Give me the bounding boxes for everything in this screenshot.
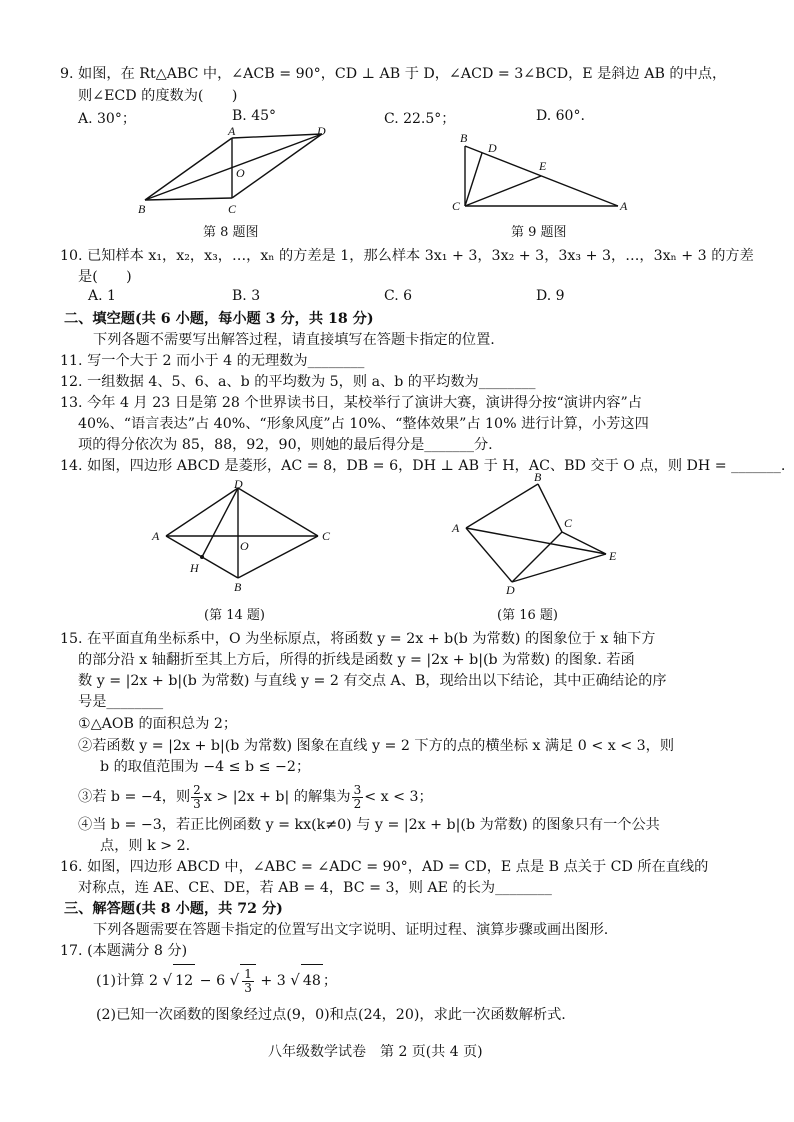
figure-8 — [130, 120, 350, 224]
q13-line3: 项的得分依次为 85，88，92，90，则她的最后得分是_______分. — [78, 437, 493, 453]
q10-option-a: A. 1 — [88, 288, 116, 304]
q9-option-a: A. 30°； — [78, 111, 136, 127]
q14: 14. 如图，四边形 ABCD 是菱形，AC = 8，DB = 6，DH ⊥ AB 于 H，AC、BD 交于 O 点，则 DH = _______. — [60, 458, 786, 474]
q15-conclusion-4a: ④当 b = −3，若正比例函数 y = kx(k≠0) 与 y = |2x + b|(b 为常数) 的图象只有一个公共 — [78, 817, 660, 833]
q17-p1-end: ； — [322, 973, 338, 989]
q15-line3: 数 y = |2x + b|(b 为常数) 与直线 y = 2 有交点 A、B，现给出以下结论，其中正确结论的序 — [78, 673, 667, 689]
q17-radicand-12: 12 — [173, 964, 195, 997]
q16-line1: 16. 如图，四边形 ABCD 中，∠ABC = ∠ADC = 90°，AD = CD，E 点是 B 点关于 CD 所在直线的 — [60, 859, 709, 875]
q15-conclusion-2a: ②若函数 y = |2x + b|(b 为常数) 图象在直线 y = 2 下方的点的横坐标 x 满足 0 < x < 3，则 — [78, 738, 675, 754]
fig14-label-a: A — [152, 529, 160, 543]
fig9-label-b: B — [460, 131, 468, 145]
q17-head: 17. (本题满分 8 分) — [60, 943, 188, 959]
fig9-caption: 第 9 题图 — [511, 225, 567, 240]
section3-title: 三、解答题(共 8 小题，共 72 分) — [64, 901, 283, 917]
fig14-caption: (第 14 题) — [204, 608, 265, 623]
fig16-label-e: E — [609, 549, 617, 563]
q16-line2: 对称点，连 AE、CE、DE，若 AB = 4，BC = 3，则 AE 的长为________ — [78, 880, 552, 896]
fig16-label-b: B — [534, 470, 542, 484]
frac-denominator: 3 — [193, 796, 201, 811]
q9-line2: 则∠ECD 的度数为( ) — [78, 88, 238, 104]
fig16-caption: (第 16 题) — [497, 608, 558, 623]
q15-line1: 15. 在平面直角坐标系中，O 为坐标原点，将函数 y = 2x + b(b 为常数) 的图象位于 x 轴下方 — [60, 631, 656, 647]
fig9-label-e: E — [539, 159, 547, 173]
q13-line1: 13. 今年 4 月 23 日是第 28 个世界读书日，某校举行了演讲大赛，演讲得分按“演讲内容”占 — [60, 395, 642, 411]
fig8-label-b: B — [138, 202, 146, 216]
q9-option-d: D. 60°. — [536, 108, 585, 124]
figure-16 — [444, 470, 634, 604]
q13-line2: 40%、“语言表达”占 40%、“形象风度”占 10%、“整体效果”占 10% 进行计算，小芳这四 — [78, 416, 649, 432]
frac-numerator: 3 — [353, 782, 362, 797]
sqrt-symbol: √ — [229, 971, 240, 989]
fig14-label-d: D — [234, 478, 243, 491]
q10-option-b: B. 3 — [232, 288, 261, 304]
q10-option-d: D. 9 — [536, 288, 565, 304]
fig9-label-d: D — [488, 141, 497, 155]
q9-line1: 9. 如图，在 Rt△ABC 中，∠ACB = 90°，CD ⊥ AB 于 D，∠ACD = 3∠BCD，E 是斜边 AB 的中点， — [60, 66, 727, 82]
fig8-caption: 第 8 题图 — [203, 225, 259, 240]
section2-title: 二、填空题(共 6 小题，每小题 3 分，共 18 分) — [64, 311, 374, 327]
fig8-label-d: D — [317, 124, 326, 138]
page-footer: 八年级数学试卷 第 2 页(共 4 页) — [268, 1044, 483, 1060]
frac-denominator: 2 — [353, 796, 362, 811]
fig9-label-a: A — [620, 199, 628, 213]
section2-instruction: 下列各题不需要写出解答过程，请直接填写在答题卡指定的位置. — [93, 332, 495, 348]
fig14-label-c: C — [322, 529, 331, 543]
q15-line2: 的部分沿 x 轴翻折至其上方后，所得的折线是函数 y = |2x + b|(b 为常数) 的图象. 若函 — [78, 652, 635, 668]
fig16-label-c: C — [564, 516, 573, 530]
q15-conclusion-3 — [78, 782, 433, 812]
fig9-label-c: C — [452, 199, 461, 213]
q12: 12. 一组数据 4、5、6、a、b 的平均数为 5，则 a、b 的平均数为________ — [60, 374, 536, 390]
figure-14 — [148, 478, 338, 604]
fraction-three-halves — [352, 784, 364, 811]
q10-option-c: C. 6 — [384, 288, 413, 304]
q15-line4: 号是________ — [78, 694, 164, 710]
q15-conclusion-1: ①△AOB 的面积总为 2； — [78, 716, 238, 732]
fig16-label-a: A — [452, 521, 460, 535]
fig14-label-o: O — [240, 539, 249, 553]
q9-option-b: B. 45° — [232, 108, 277, 124]
fig14-label-h: H — [190, 561, 199, 575]
q15-c3-suffix: < x < 3； — [364, 789, 433, 805]
q17-radicand-fraction — [240, 964, 256, 997]
fig8-label-a: A — [228, 124, 236, 138]
figure-9 — [448, 126, 638, 224]
fig16-label-d: D — [506, 583, 515, 597]
q15-c3-middle: x > |2x + b| 的解集为 — [203, 789, 351, 805]
frac-numerator: 2 — [193, 782, 201, 797]
q10-line2: 是( ) — [78, 269, 132, 285]
section3-instruction: 下列各题需要在答题卡指定的位置写出文字说明、证明过程、演算步骤或画出图形. — [93, 922, 609, 938]
q15-conclusion-4b: 点，则 k > 2. — [100, 838, 191, 854]
fig8-label-o: O — [236, 166, 245, 180]
q17-p1-prefix: (1)计算 2 — [96, 973, 159, 989]
sqrt-symbol: √ — [290, 971, 300, 989]
q15-c3-prefix: ③若 b = −4，则 — [78, 789, 191, 805]
fig8-label-c: C — [228, 202, 237, 216]
q17-radicand-48: 48 — [301, 964, 323, 997]
q9-option-c: C. 22.5°； — [384, 111, 456, 127]
q17-part1 — [96, 964, 337, 997]
fraction-two-thirds — [191, 784, 203, 811]
sqrt-symbol: √ — [162, 971, 173, 989]
fraction-one-third — [242, 968, 254, 995]
q11: 11. 写一个大于 2 而小于 4 的无理数为________ — [60, 353, 365, 369]
frac-numerator: 1 — [244, 966, 252, 981]
q17-p1-plus: + 3 — [260, 973, 286, 989]
q10-line1: 10. 已知样本 x₁，x₂，x₃，…，xₙ 的方差是 1，那么样本 3x₁ + 3，3x₂ + 3，3x₃ + 3，…，3xₙ + 3 的方差 — [60, 248, 754, 264]
q17-p1-minus: − 6 — [199, 973, 226, 989]
q15-conclusion-2b: b 的取值范围为 −4 ≤ b ≤ −2； — [100, 759, 311, 775]
fig14-label-b: B — [234, 580, 242, 594]
frac-denominator: 3 — [244, 980, 252, 995]
q17-part2: (2)已知一次函数的图象经过点(9，0)和点(24，20)，求此一次函数解析式. — [96, 1007, 566, 1023]
